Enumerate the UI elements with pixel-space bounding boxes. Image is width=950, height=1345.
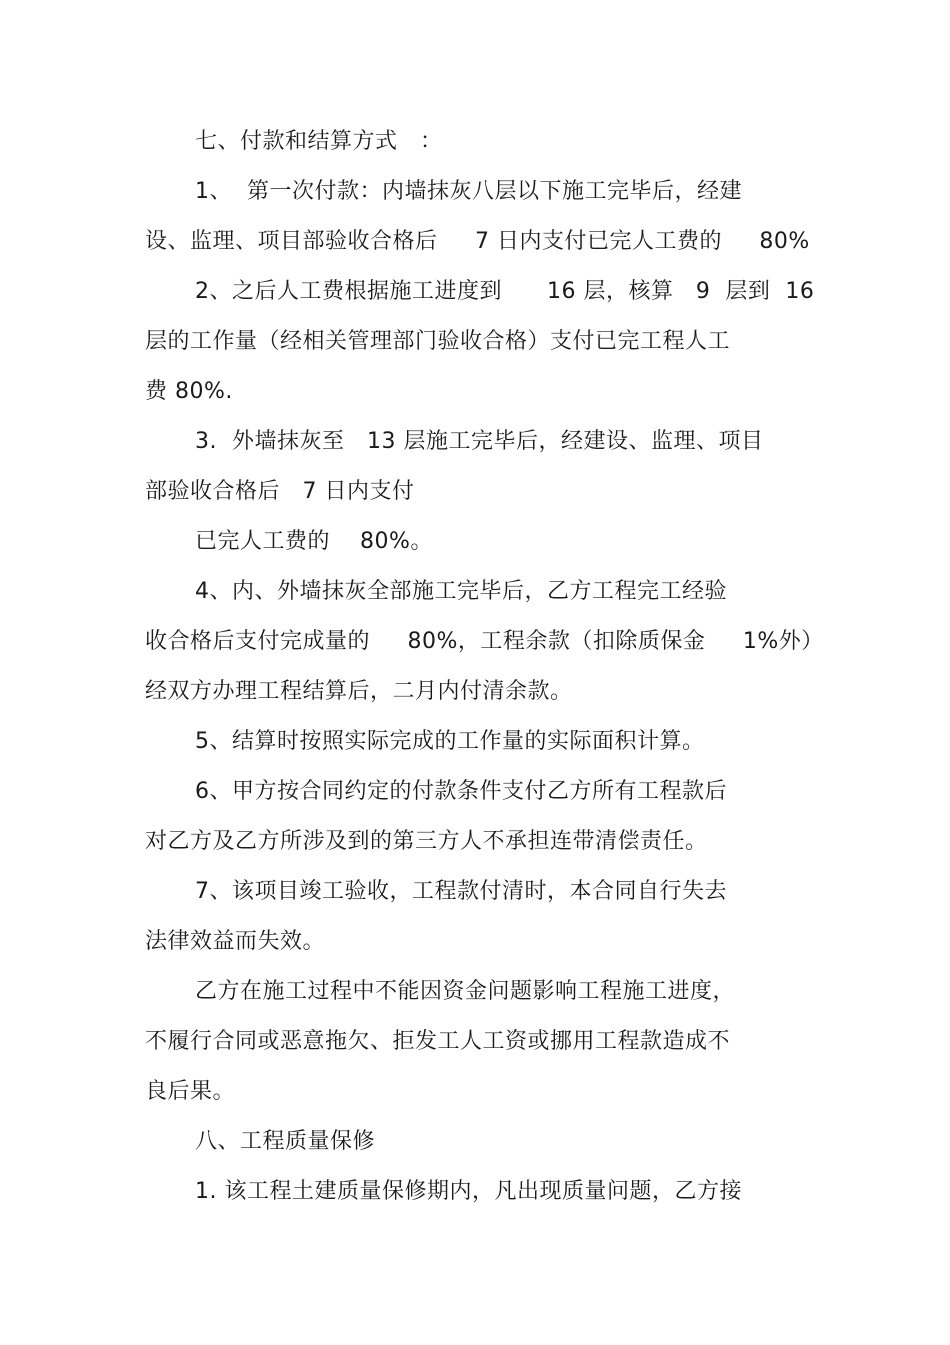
section-heading-warranty: 八、工程质量保修 (195, 1129, 376, 1154)
paragraph-line: 7、该项目竣工验收，工程款付清时，本合同自行失去 (195, 879, 727, 904)
paragraph-line: 设、监理、项目部验收合格后 7 日内支付已完人工费的 80% (145, 229, 810, 254)
paragraph-line: 5、结算时按照实际完成的工作量的实际面积计算。 (195, 729, 705, 754)
paragraph-line: 对乙方及乙方所涉及到的第三方人不承担连带清偿责任。 (145, 829, 708, 854)
section-heading-payment: 七、付款和结算方式 ： (195, 129, 443, 154)
paragraph-line: 费 80%. (145, 379, 233, 404)
paragraph-line: 不履行合同或恶意拖欠、拒发工人工资或挪用工程款造成不 (145, 1029, 731, 1054)
paragraph-line: 法律效益而失效。 (145, 929, 326, 954)
paragraph-line: 1、 第一次付款：内墙抹灰八层以下施工完毕后，经建 (195, 179, 742, 204)
paragraph-line: 层的工作量（经相关管理部门验收合格）支付已完工程人工 (145, 329, 731, 354)
paragraph-line: 3. 外墙抹灰至 13 层施工完毕后，经建设、监理、项目 (195, 429, 764, 454)
paragraph-line: 部验收合格后 7 日内支付 (145, 479, 415, 504)
paragraph-line: 良后果。 (145, 1079, 236, 1104)
paragraph-line: 收合格后支付完成量的 80%，工程余款（扣除质保金 1%外） (145, 629, 824, 654)
paragraph-line: 2、之后人工费根据施工进度到 16 层，核算 9 层到 16 (195, 279, 815, 304)
paragraph-line: 1. 该工程土建质量保修期内，凡出现质量问题，乙方接 (195, 1179, 742, 1204)
paragraph-line: 乙方在施工过程中不能因资金问题影响工程施工进度， (195, 979, 736, 1004)
paragraph-line: 经双方办理工程结算后，二月内付清余款。 (145, 679, 573, 704)
paragraph-line: 已完人工费的 80%。 (195, 529, 433, 554)
paragraph-line: 6、甲方按合同约定的付款条件支付乙方所有工程款后 (195, 779, 727, 804)
paragraph-line: 4、内、外墙抹灰全部施工完毕后，乙方工程完工经验 (195, 579, 727, 604)
